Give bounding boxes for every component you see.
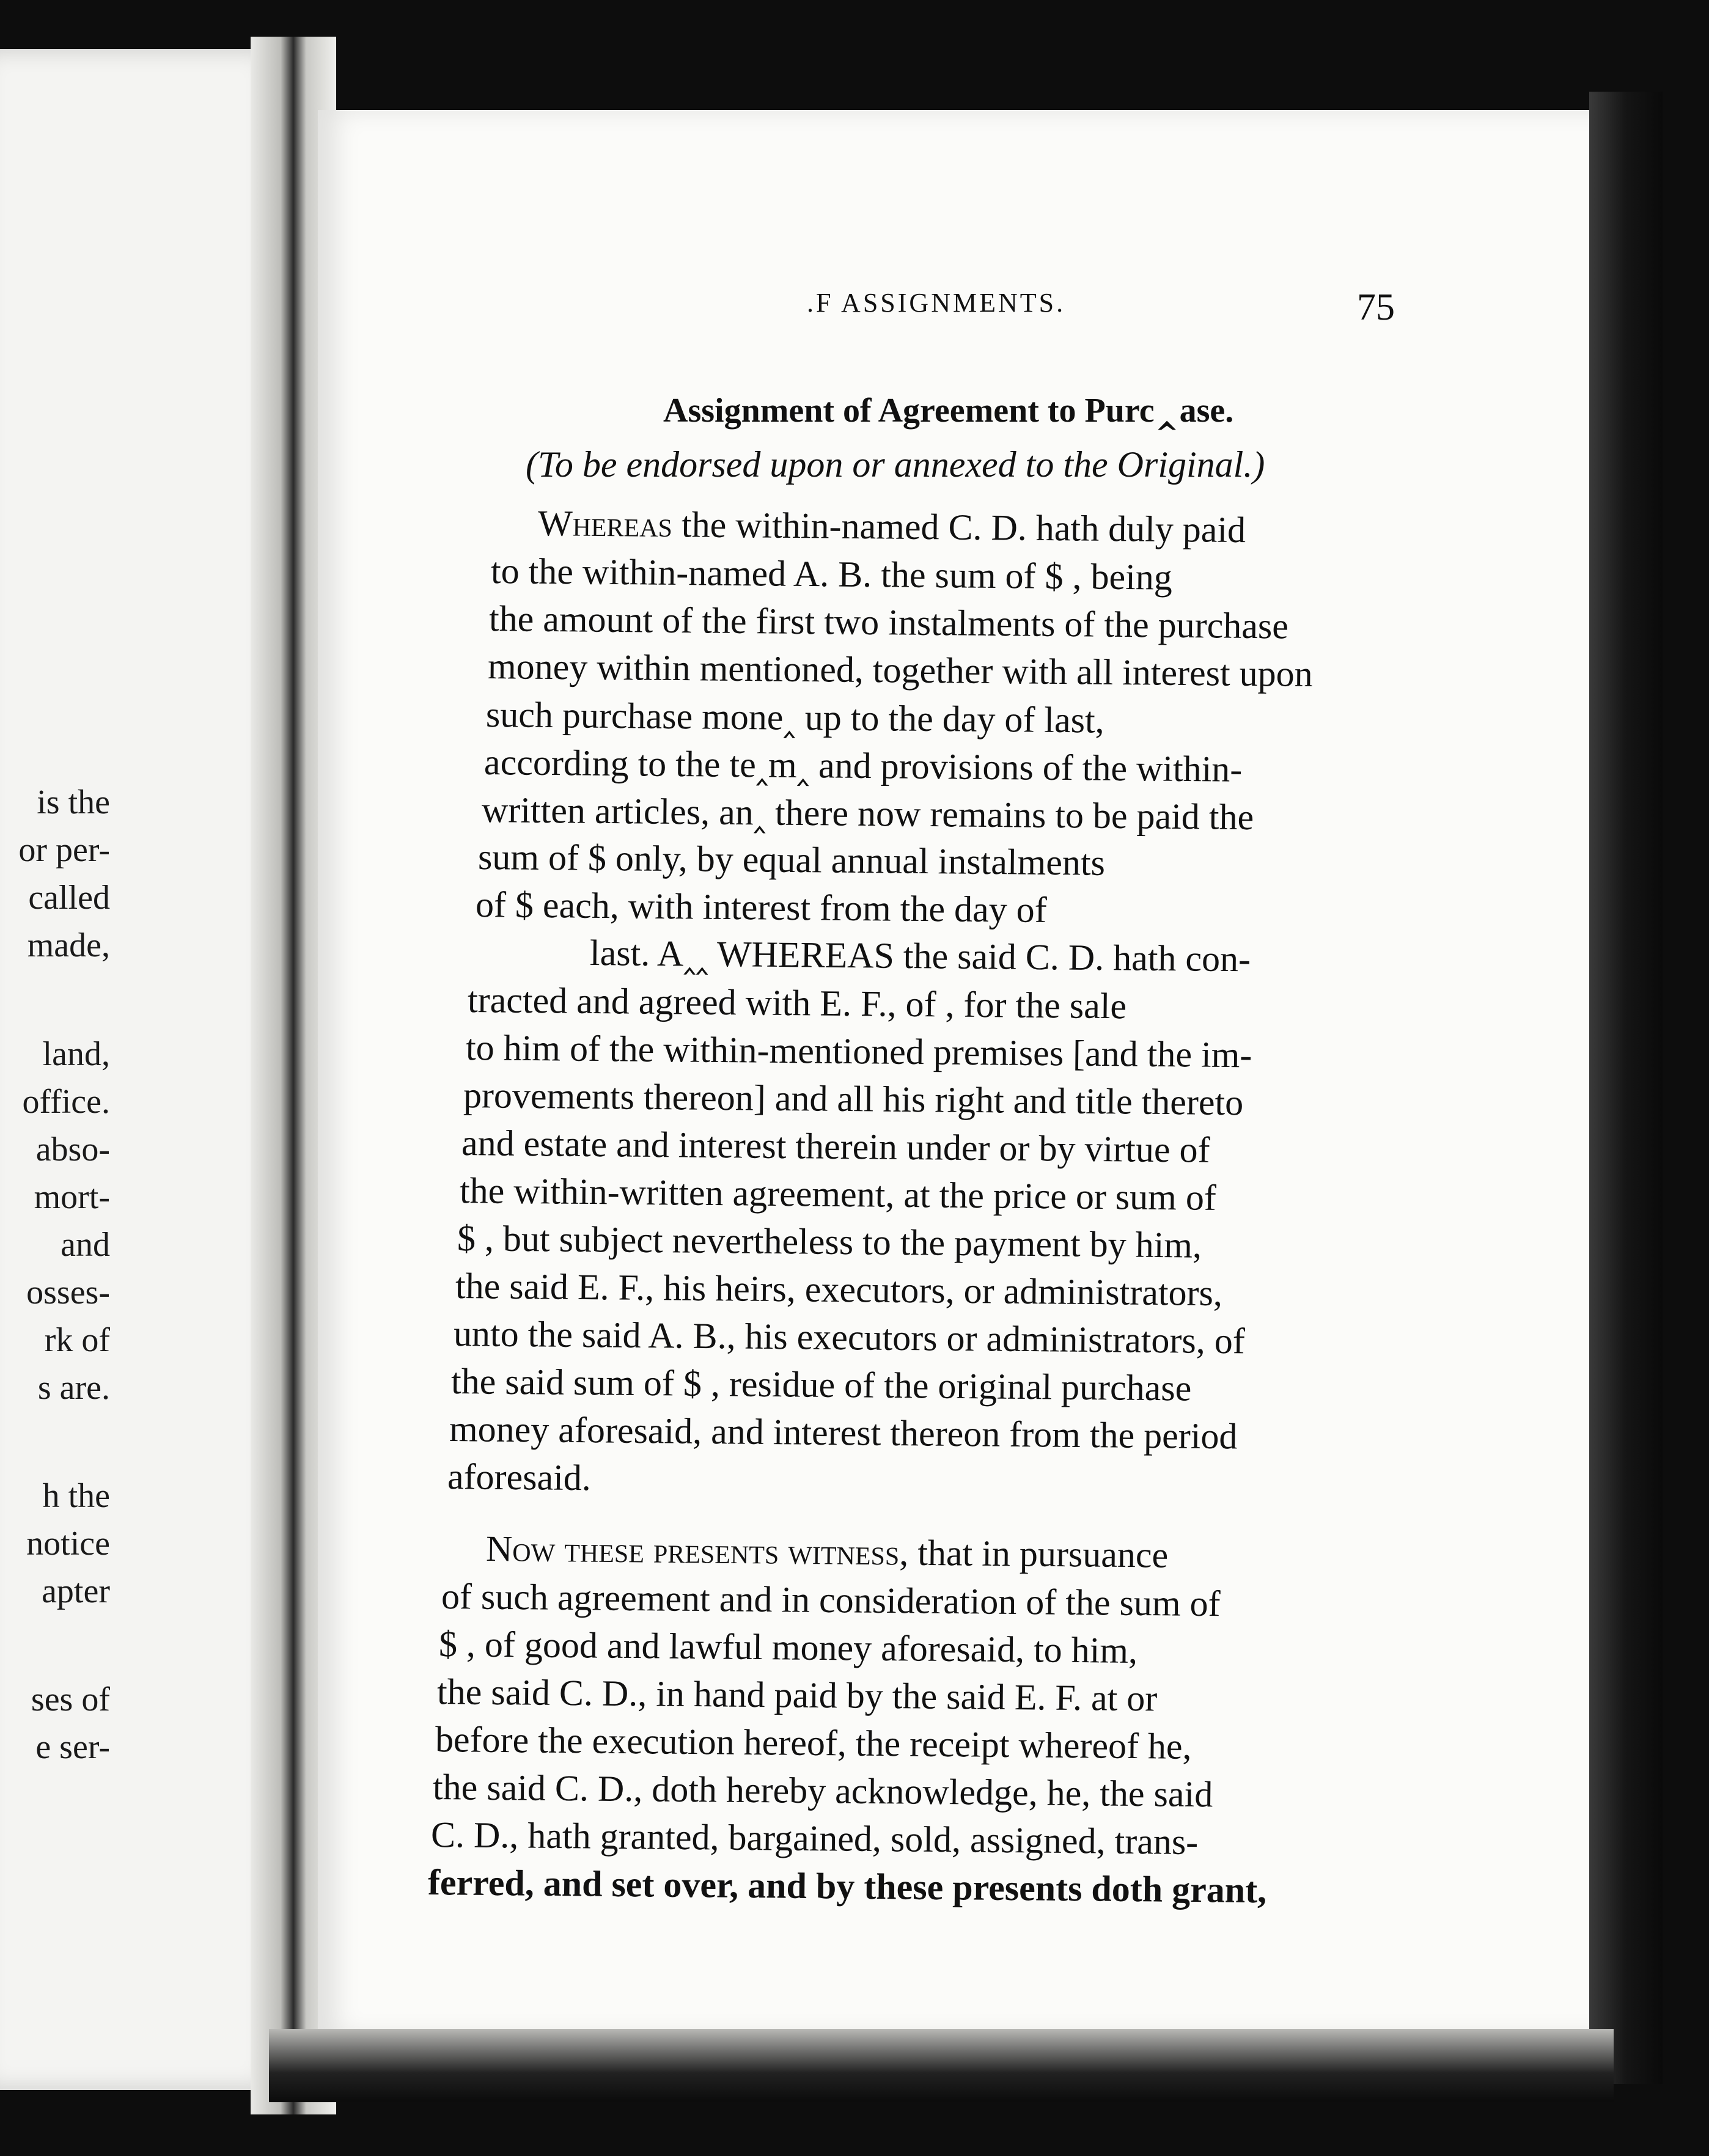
page-bottom-edge [269, 2029, 1614, 2102]
left-page-fragment: mort- [34, 1178, 110, 1216]
body-line: of such agreement and in consideration of the sum of [441, 1576, 1221, 1624]
body-line: provements thereon] and all his right and title thereto [463, 1075, 1244, 1123]
body-line: the said C. D., in hand paid by the said E. F. at or [436, 1671, 1158, 1719]
left-page-fragment: or per- [18, 831, 110, 869]
page-edge [1589, 92, 1663, 2084]
left-page-fragment: and [61, 1226, 110, 1264]
document-title: Assignment of Agreement to Purc‸ase. [663, 392, 1234, 430]
left-page [0, 49, 287, 2090]
body-line: before the execution hereof, the receipt whereof he, [435, 1719, 1192, 1767]
left-page-fragment: notice [26, 1525, 110, 1563]
body-line: the within-written agreement, at the price or sum of [459, 1170, 1217, 1218]
left-page-fragment: apter [42, 1572, 110, 1610]
left-page-fragment: rk of [44, 1321, 110, 1359]
body-line: last. A‸‸ WHEREAS the said C. D. hath con- [589, 933, 1251, 980]
body-line: and estate and interest therein under or by virtue of [461, 1123, 1210, 1170]
body-line: unto the said A. B., his executors or administrators, of [453, 1313, 1246, 1362]
body-line [538, 502, 1246, 551]
running-header: .F ASSIGNMENTS. [807, 288, 1066, 318]
left-page-fragment: land, [42, 1035, 110, 1073]
left-page-fragment: is the [37, 783, 110, 821]
body-line: of $ each, with interest from the day of [475, 884, 1047, 930]
body-line: to him of the within-mentioned premises [and the im- [465, 1027, 1252, 1076]
body-line: $ , of good and lawful money aforesaid, to him, [438, 1624, 1138, 1671]
body-line: the said E. F., his heirs, executors, or administrators, [455, 1266, 1223, 1314]
body-line [486, 1528, 1169, 1577]
line-text: that in pursuance [908, 1532, 1169, 1575]
small-caps-lead: Whereas [537, 503, 673, 545]
left-page-fragment: abso- [35, 1131, 110, 1168]
body-line: sum of $ only, by equal annual instalments [477, 837, 1106, 883]
body-line: according to the te‸m‸ and provisions of the within- [483, 742, 1243, 790]
left-page-fragment: h the [42, 1477, 110, 1515]
body-line: money aforesaid, and interest thereon from the period [449, 1409, 1238, 1457]
body-line: the amount of the first two instalments of the purchase [488, 598, 1289, 647]
left-page-fragment: e ser- [35, 1728, 110, 1766]
body-line: written articles, an‸ there now remains to be paid the [481, 790, 1254, 838]
body-line: the said sum of $ , residue of the original purchase [450, 1361, 1192, 1409]
left-page-fragment: osses- [26, 1274, 110, 1311]
body-line: tracted and agreed with E. F., of , for the sale [467, 980, 1127, 1027]
line-text: the within-named C. D. hath duly paid [672, 504, 1246, 551]
body-line: to the within-named A. B. the sum of $ , being [490, 551, 1173, 598]
body-line: ferred, and set over, and by these presents doth grant, [427, 1862, 1267, 1911]
body-line: aforesaid. [447, 1456, 592, 1498]
left-page-fragment: office. [22, 1083, 110, 1121]
body-line: $ , but subject nevertheless to the payment by him, [457, 1218, 1202, 1266]
body-line: money within mentioned, together with all interest upon [487, 646, 1314, 694]
left-page-fragment: called [28, 879, 110, 917]
left-page-fragment: s are. [37, 1369, 110, 1407]
left-page-fragment: made, [27, 926, 110, 964]
page-number: 75 [1357, 287, 1395, 328]
body-line: such purchase mone‸ up to the day of last, [485, 694, 1105, 741]
document-subtitle: (To be endorsed upon or annexed to the Original.) [526, 444, 1265, 485]
small-caps-lead: Now these presents witness, [485, 1528, 909, 1573]
body-line: C. D., hath granted, bargained, sold, assigned, trans- [430, 1814, 1199, 1863]
left-page-fragment: ses of [31, 1681, 110, 1718]
body-line: the said C. D., doth hereby acknowledge, he, the said [432, 1767, 1213, 1815]
